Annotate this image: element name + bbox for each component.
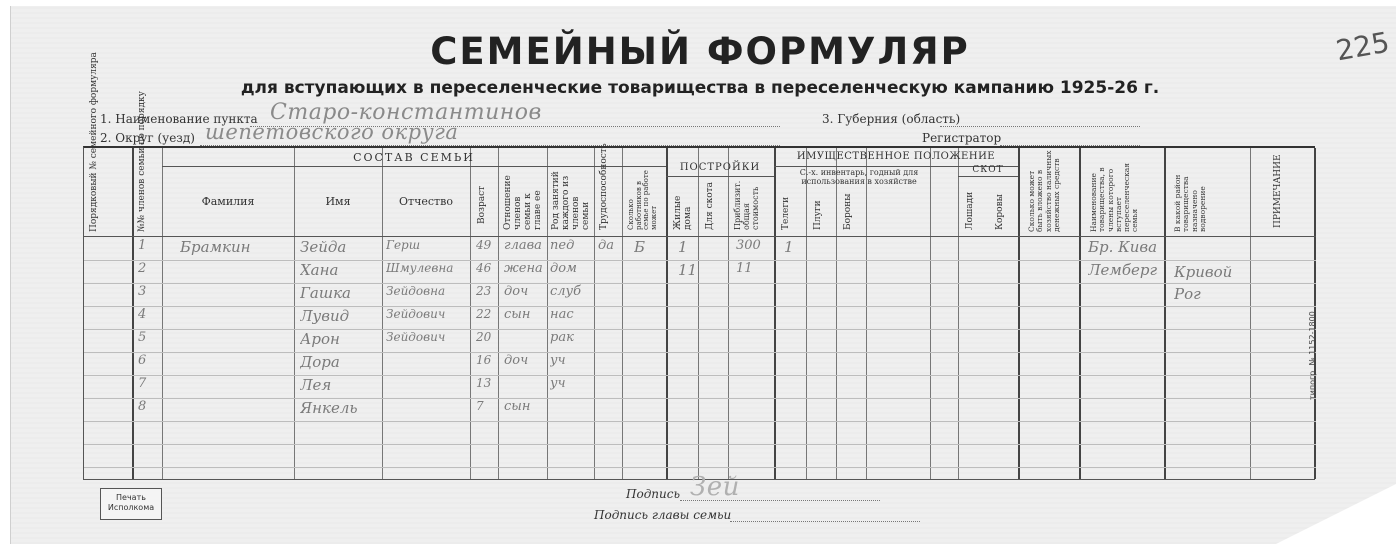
row-line xyxy=(84,329,1316,330)
header-partnership: Наименование товарищества, в члены которого вступает переселенческая семья xyxy=(1089,162,1140,232)
cell-occupation: рак xyxy=(550,330,574,345)
cell-name: Лея xyxy=(300,376,332,394)
header-family-group: СОСТАВ СЕМЬИ xyxy=(353,151,475,164)
row-line xyxy=(84,444,1316,445)
cell-relation: сын xyxy=(504,307,531,322)
stamp-line1: Печать xyxy=(116,493,146,502)
cell-member: 5 xyxy=(138,330,147,345)
col-sep xyxy=(470,148,471,479)
cell-value: 11 xyxy=(736,261,753,276)
header-name: Имя xyxy=(325,195,351,208)
col-sep xyxy=(666,148,668,479)
col-sep xyxy=(594,148,595,479)
cell-patronymic: Зейдовна xyxy=(386,284,446,298)
form-subtitle: для вступающих в переселенческие товарищества в переселенческую кампанию 1925-26 г. xyxy=(240,78,1160,98)
point-value: Старо-константинов xyxy=(270,100,542,125)
row-line xyxy=(84,306,1316,307)
cell-member: 8 xyxy=(138,399,147,414)
col-sep xyxy=(866,148,867,479)
cell-occupation: дом xyxy=(550,261,577,276)
head-signature-line xyxy=(730,521,920,522)
cell-age: 16 xyxy=(476,353,492,367)
header-occupation: Род занятий каждого из членов семьи xyxy=(551,171,591,230)
page-fold xyxy=(1276,484,1396,544)
row-line xyxy=(84,375,1316,376)
cell-member: 6 xyxy=(138,353,147,368)
header-patronymic: Отчество xyxy=(399,195,453,208)
header-surname: Фамилия xyxy=(201,195,255,208)
row-line xyxy=(84,352,1316,353)
head-signature-label: Подпись главы семьи xyxy=(594,508,732,522)
cell-carts: 1 xyxy=(784,238,794,256)
province-line xyxy=(940,126,1140,127)
header-workability: Трудоспособность xyxy=(599,143,609,230)
col-sep xyxy=(132,148,134,479)
cell-occupation: пед xyxy=(550,238,575,253)
cell-name: Зейда xyxy=(300,238,347,256)
cell-relation: глава xyxy=(504,238,542,253)
header-inventory: С.-х. инвентарь, годный для использования в хозяйстве xyxy=(799,168,919,187)
header-carts: Телеги xyxy=(781,196,791,230)
cell-age: 20 xyxy=(476,330,492,344)
header-region: В какой район товарищества назначено водворение xyxy=(1173,174,1207,232)
cell-workers: Б xyxy=(634,238,646,256)
group-underline xyxy=(958,176,1018,177)
cell-work: да xyxy=(598,238,614,253)
signature-label: Подпись xyxy=(626,487,681,501)
row-line xyxy=(84,467,1316,468)
cell-houses: 1 xyxy=(678,238,688,256)
cell-houses: 11 xyxy=(678,261,698,279)
header-livestock: СКОТ xyxy=(972,165,1004,175)
col-sep xyxy=(728,148,729,479)
cell-relation: жена xyxy=(504,261,543,276)
cell-name: Янкель xyxy=(300,399,358,417)
col-sep xyxy=(774,148,776,479)
col-sep xyxy=(836,148,837,479)
cell-patronymic: Герш xyxy=(386,238,421,252)
cell-patronymic: Шмулевна xyxy=(386,261,454,275)
cell-name: Арон xyxy=(300,330,340,348)
header-harrows: Бороны xyxy=(843,193,853,230)
form-title: СЕМЕЙНЫЙ ФОРМУЛЯР xyxy=(430,30,970,73)
cell-member: 3 xyxy=(138,284,147,299)
cell-occupation: уч xyxy=(550,353,566,368)
col-sep xyxy=(498,148,499,479)
cell-age: 7 xyxy=(476,399,484,413)
cell-name: Гашка xyxy=(300,284,351,302)
registrar-label: Регистратор xyxy=(922,131,1002,145)
group-underline xyxy=(666,176,774,177)
col-sep xyxy=(1164,148,1166,479)
cell-region-extra: Кривой Рог xyxy=(1174,263,1233,303)
row-line xyxy=(84,421,1316,422)
header-bottom xyxy=(84,236,1316,237)
header-property: ИМУЩЕСТВЕННОЕ ПОЛОЖЕНИЕ xyxy=(796,151,996,162)
cell-age: 22 xyxy=(476,307,492,321)
col-sep xyxy=(622,148,623,479)
cell-member: 2 xyxy=(138,261,147,276)
cell-name: Хана xyxy=(300,261,339,279)
cell-age: 13 xyxy=(476,376,492,390)
col-sep xyxy=(958,148,959,479)
header-age: Возраст xyxy=(477,185,487,224)
executive-committee-stamp xyxy=(100,488,162,520)
row-line xyxy=(84,283,1316,284)
header-cattle: Для скота xyxy=(705,181,715,230)
header-money: Сколько может быть вложено в хозяйство наличных денежных средств xyxy=(1027,150,1061,232)
stamp-line2: Исполкома xyxy=(107,502,155,512)
cell-patronymic: Зейдович xyxy=(386,307,446,321)
header-buildings: ПОСТРОЙКИ xyxy=(679,162,761,173)
cell-occupation: нас xyxy=(550,307,574,322)
cell-relation: доч xyxy=(504,284,529,299)
district-value: шепетовского округа xyxy=(205,120,459,144)
cell-age: 46 xyxy=(476,261,492,275)
cell-member: 1 xyxy=(138,238,147,253)
header-horses: Лошади xyxy=(965,191,975,230)
header-value: Приблизит. общая стоимость xyxy=(733,180,760,230)
print-mark: типогр. № 1152-1800 xyxy=(1308,311,1317,400)
cell-relation: сын xyxy=(504,399,531,414)
cell-patronymic: Зейдович xyxy=(386,330,446,344)
header-workers: Сколько работников в семье по работе может xyxy=(627,170,659,230)
col-sep xyxy=(930,148,931,479)
header-cows: Коровы xyxy=(995,194,1005,230)
province-label: 3. Губерния (область) xyxy=(822,112,961,126)
signature-value: Зей xyxy=(690,472,740,502)
header-ploughs: Плуги xyxy=(813,200,823,230)
cell-region1: Лемберг xyxy=(1088,261,1158,279)
cell-relation: доч xyxy=(504,353,529,368)
cell-age: 23 xyxy=(476,284,492,298)
col-sep xyxy=(1018,148,1020,479)
col-sep xyxy=(1250,148,1251,479)
col-sep xyxy=(698,148,699,479)
cell-occupation: слуб xyxy=(550,284,582,299)
col-sep xyxy=(1079,148,1081,479)
cell-member: 7 xyxy=(138,376,147,391)
cell-name: Дора xyxy=(300,353,340,371)
header-member-no: №№ членов семьи по порядку xyxy=(137,91,147,232)
cell-value: 300 xyxy=(736,238,761,253)
row-line xyxy=(84,398,1316,399)
col-sep xyxy=(806,148,807,479)
page-number: 225 xyxy=(1333,25,1392,68)
header-houses: Жилые дома xyxy=(673,195,693,230)
cell-member: 4 xyxy=(138,307,147,322)
district-label: 2. Округ (уезд) xyxy=(100,131,195,145)
header-relation: Отношение членов семьи к главе ее xyxy=(503,175,543,230)
cell-region1: Бр. Кива xyxy=(1088,238,1158,256)
header-order-no xyxy=(90,152,100,232)
cell-name: Лувид xyxy=(300,307,350,325)
cell-surname: Брамкин xyxy=(180,238,251,256)
header-note: ПРИМЕЧАНИЕ xyxy=(1273,154,1283,228)
cell-age: 49 xyxy=(476,238,492,252)
cell-occupation: уч xyxy=(550,376,566,391)
point-label: 1. Наименование пункта xyxy=(100,112,258,126)
